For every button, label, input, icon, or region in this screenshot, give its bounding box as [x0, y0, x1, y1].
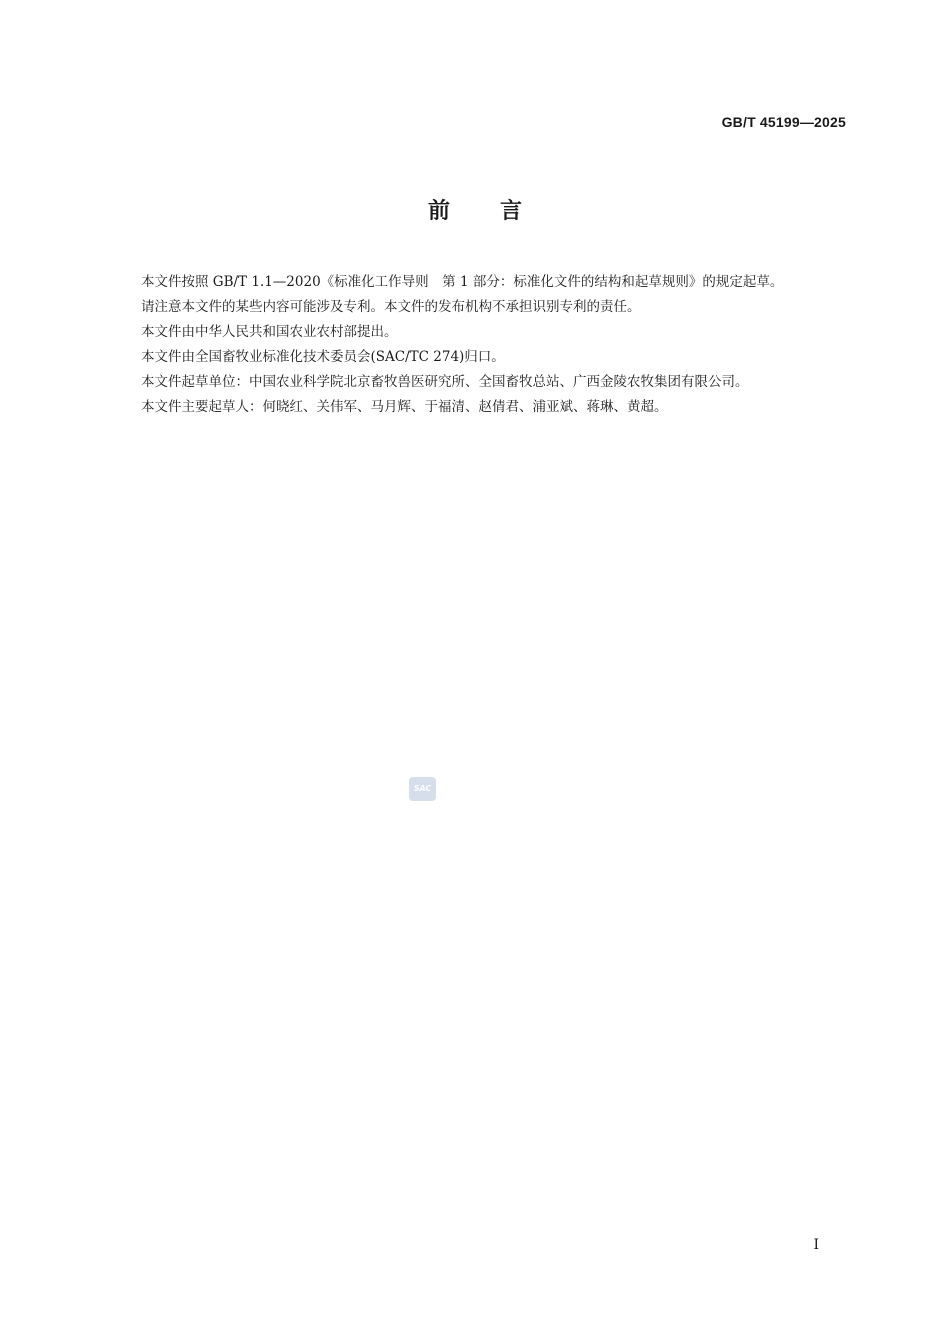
page-number: I: [813, 1237, 819, 1253]
paragraph-drafting-rules: 本文件按照 GB/T 1.1—2020《标准化工作导则 第 1 部分：标准化文件的结构和起草规则》的规定起草。: [141, 274, 784, 290]
paragraph-patent-notice: 请注意本文件的某些内容可能涉及专利。本文件的发布机构不承担识别专利的责任。: [141, 299, 641, 315]
page-title: 前言: [427, 199, 572, 224]
standard-number: GB/T 45199—2025: [721, 114, 846, 130]
sac-logo-watermark: SAC: [409, 777, 436, 801]
paragraph-technical-committee: 本文件由全国畜牧业标准化技术委员会(SAC/TC 274)归口。: [141, 349, 505, 365]
paragraph-drafters: 本文件主要起草人：何晓红、关伟军、马月辉、于福清、赵倩君、浦亚斌、蒋琳、黄超。: [141, 399, 668, 415]
foreword-body: [114, 270, 846, 420]
paragraph-drafting-units: 本文件起草单位：中国农业科学院北京畜牧兽医研究所、全国畜牧总站、广西金陵农牧集团有限公司。: [141, 374, 749, 390]
paragraph-proposer: 本文件由中华人民共和国农业农村部提出。: [141, 324, 398, 340]
